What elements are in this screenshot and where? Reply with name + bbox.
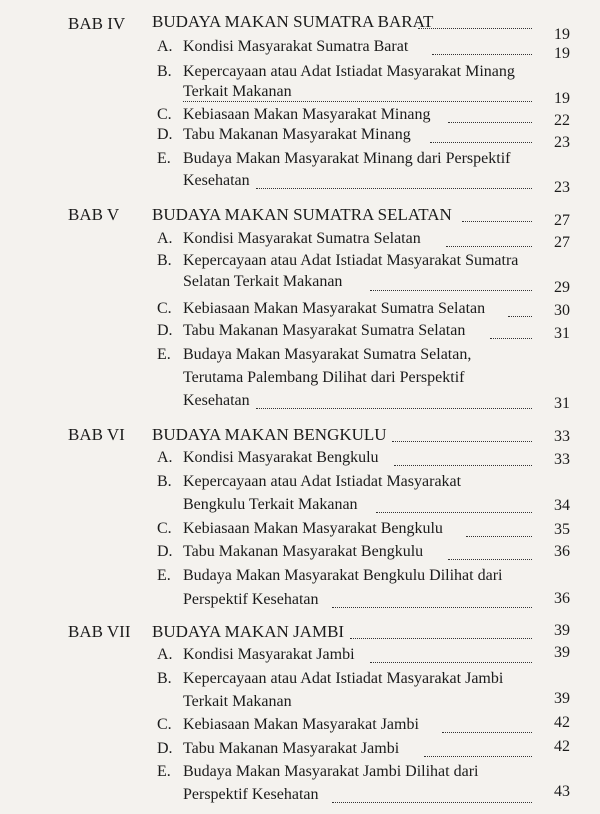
page-number: 33 [554, 428, 570, 445]
page-number: 19 [554, 90, 570, 107]
page-number: 27 [554, 212, 570, 229]
item-title: Kondisi Masyarakat Sumatra Barat [183, 38, 409, 55]
leader-dots [432, 54, 532, 55]
chapter-title: BUDAYA MAKAN SUMATRA SELATAN [152, 205, 452, 224]
item-title: Kepercayaan atau Adat Istiadat Masyarakat Jambi [183, 670, 504, 687]
leader-dots [350, 638, 532, 639]
item-title: Kebiasaan Makan Masyarakat Bengkulu [183, 520, 443, 537]
item-title: Kondisi Masyarakat Sumatra Selatan [183, 230, 421, 247]
page-number: 19 [554, 26, 570, 43]
leader-dots [370, 662, 532, 663]
leader-dots [370, 290, 532, 291]
item-letter: D. [157, 740, 173, 757]
leader-dots [256, 408, 532, 409]
item-title: Budaya Makan Masyarakat Sumatra Selatan, [183, 346, 472, 363]
leader-dots [446, 246, 532, 247]
item-title: Kebiasaan Makan Masyarakat Sumatra Selatan [183, 300, 486, 317]
item-title: Tabu Makanan Masyarakat Sumatra Selatan [183, 322, 466, 339]
item-letter: C. [157, 106, 172, 123]
leader-dots [466, 536, 532, 537]
page-number: 31 [554, 325, 570, 342]
page-number: 36 [554, 543, 570, 560]
page-number: 39 [554, 644, 570, 661]
item-letter: C. [157, 520, 172, 537]
chapter-label: BAB IV [68, 14, 126, 33]
leader-dots [394, 465, 532, 466]
item-letter: B. [157, 473, 172, 490]
item-title: Budaya Makan Masyarakat Bengkulu Dilihat dari [183, 567, 503, 584]
page-number: 23 [554, 179, 570, 196]
item-title-continued: Terkait Makanan [183, 693, 292, 710]
item-title-continued: Kesehatan [183, 392, 250, 409]
leader-dots [418, 28, 532, 29]
page-number: 27 [554, 234, 570, 251]
page-number: 34 [554, 497, 570, 514]
item-title: Kondisi Masyarakat Jambi [183, 646, 355, 663]
page-number: 19 [554, 45, 570, 62]
chapter-title: BUDAYA MAKAN BENGKULU [152, 425, 387, 444]
leader-dots [508, 316, 532, 317]
item-title: Kepercayaan atau Adat Istiadat Masyarakat Sumatra [183, 252, 519, 269]
item-letter: D. [157, 322, 173, 339]
leader-dots [392, 441, 532, 442]
item-letter: B. [157, 63, 172, 80]
item-title-continued: Kesehatan [183, 172, 250, 189]
item-title-continued: Terkait Makanan [183, 83, 292, 100]
chapter-title: BUDAYA MAKAN SUMATRA BARAT [152, 12, 434, 31]
item-letter: C. [157, 716, 172, 733]
page-number: 23 [554, 134, 570, 151]
leader-dots [448, 122, 532, 123]
item-letter: A. [157, 38, 173, 55]
item-title: Kondisi Masyarakat Bengkulu [183, 449, 379, 466]
leader-dots [448, 559, 532, 560]
leader-dots [462, 221, 532, 222]
item-letter: E. [157, 150, 171, 167]
item-letter: A. [157, 646, 173, 663]
page-number: 39 [554, 690, 570, 707]
item-letter: E. [157, 346, 171, 363]
item-title: Kebiasaan Makan Masyarakat Jambi [183, 716, 419, 733]
page-number: 39 [554, 622, 570, 639]
page-number: 42 [554, 714, 570, 731]
item-letter: A. [157, 230, 173, 247]
leader-dots [376, 512, 532, 513]
item-title: Budaya Makan Masyarakat Minang dari Perspektif [183, 150, 511, 167]
item-letter: D. [157, 126, 173, 143]
leader-dots [183, 101, 532, 102]
item-title: Tabu Makanan Masyarakat Bengkulu [183, 543, 424, 560]
item-title-continued: Selatan Terkait Makanan [183, 273, 343, 290]
item-letter: B. [157, 670, 172, 687]
item-title-continued: Perspektif Kesehatan [183, 591, 319, 608]
page-number: 29 [554, 279, 570, 296]
leader-dots [490, 338, 532, 339]
leader-dots [424, 756, 532, 757]
item-title: Budaya Makan Masyarakat Jambi Dilihat dari [183, 763, 479, 780]
page-number: 22 [554, 112, 570, 129]
item-title: Tabu Makanan Masyarakat Jambi [183, 740, 400, 757]
chapter-label: BAB V [68, 205, 120, 224]
page-number: 30 [554, 302, 570, 319]
item-letter: D. [157, 543, 173, 560]
page-number: 43 [554, 783, 570, 800]
leader-dots [430, 142, 532, 143]
page-number: 35 [554, 521, 570, 538]
leader-dots [332, 802, 532, 803]
chapter-label: BAB VI [68, 425, 125, 444]
item-letter: E. [157, 763, 171, 780]
leader-dots [256, 188, 532, 189]
page-number: 31 [554, 395, 570, 412]
leader-dots [442, 732, 532, 733]
item-title: Kepercayaan atau Adat Istiadat Masyarakat Minang [183, 63, 515, 80]
item-letter: A. [157, 449, 173, 466]
item-title-continued: Perspektif Kesehatan [183, 786, 319, 803]
page-number: 42 [554, 738, 570, 755]
item-title: Kepercayaan atau Adat Istiadat Masyarakat [183, 473, 462, 490]
item-letter: B. [157, 252, 172, 269]
leader-dots [332, 607, 532, 608]
item-title-continued: Bengkulu Terkait Makanan [183, 496, 358, 513]
item-letter: C. [157, 300, 172, 317]
item-letter: E. [157, 567, 171, 584]
item-title: Kebiasaan Makan Masyarakat Minang [183, 106, 431, 123]
item-title-continued: Terutama Palembang Dilihat dari Perspektif [183, 369, 465, 386]
page-number: 36 [554, 590, 570, 607]
item-title: Tabu Makanan Masyarakat Minang [183, 126, 411, 143]
chapter-title: BUDAYA MAKAN JAMBI [152, 622, 345, 641]
chapter-label: BAB VII [68, 622, 131, 641]
page-number: 33 [554, 451, 570, 468]
